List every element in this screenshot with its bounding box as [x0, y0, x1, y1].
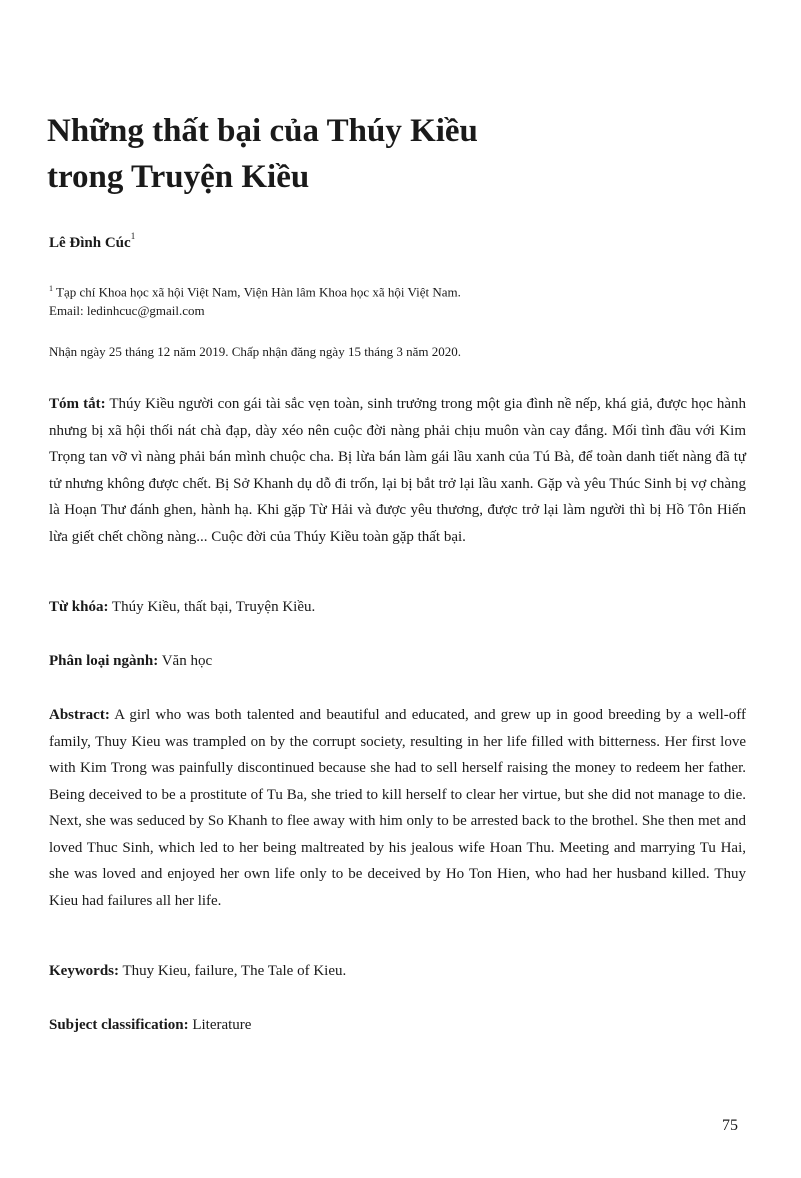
affiliation-marker: 1: [49, 284, 53, 293]
vietnamese-keywords: [49, 599, 315, 616]
author-name: Lê Đình Cúc: [49, 235, 131, 251]
page-number: 75: [722, 1117, 738, 1134]
summary-label: Tóm tắt:: [49, 396, 106, 412]
vn-subject-text: Văn học: [161, 653, 213, 669]
english-keywords: [49, 963, 346, 980]
vn-keywords-text: Thúy Kiều, thất bại, Truyện Kiều.: [111, 599, 316, 615]
title-line-1: Những thất bại của Thúy Kiều: [47, 113, 478, 149]
affiliation-block: [49, 279, 749, 320]
vietnamese-summary: [49, 391, 746, 550]
subject-text: Literature: [192, 1017, 252, 1033]
affiliation-text: Tạp chí Khoa học xã hội Việt Nam, Viện Hàn lâm Khoa học xã hội Việt Nam.: [56, 284, 461, 300]
author-affiliation-marker: 1: [130, 231, 136, 241]
title-line-2: trong Truyện Kiều: [47, 159, 310, 195]
vn-keywords-label: Từ khóa:: [49, 599, 109, 615]
keywords-text: Thuy Kieu, failure, The Tale of Kieu.: [122, 963, 347, 979]
author-line: [49, 233, 135, 252]
english-abstract: [49, 702, 746, 914]
subject-classification: [49, 1017, 251, 1034]
vn-subject-label: Phân loại ngành:: [49, 653, 159, 669]
abstract-label: Abstract:: [49, 707, 110, 723]
abstract-text: A girl who was both talented and beautiful and educated, and grew up in good breeding by a well-off family, Thuy Kieu was trampled on by the corrupt society, resulting in her life filled with bitterness. Her first love with Kim Trong was painfully discontinued because she had to sell herself raising the money to redeem her father. Being deceived to be a prostitute of Tu Ba, she tried to kill herself to clear her virtue, but she did not manage to die. Next, she was seduced by So Khanh to flee away with him only to be arrested back to the brothel. She then met and loved Thuc Sinh, which led to her being maltreated by his jealous wife Hoan Thu. Meeting and marrying Tu Hai, she was loved and enjoyed her own life only to be deceived by Ho Ton Hien, who had her husband killed. Thuy Kieu had failures all her life.: [49, 707, 746, 909]
keywords-label: Keywords:: [49, 963, 119, 979]
vietnamese-subject: [49, 653, 212, 670]
subject-label: Subject classification:: [49, 1017, 189, 1033]
received-dates: Nhận ngày 25 tháng 12 năm 2019. Chấp nhận đăng ngày 15 tháng 3 năm 2020.: [49, 344, 461, 359]
summary-text: Thúy Kiều người con gái tài sắc vẹn toàn, sinh trưởng trong một gia đình nề nếp, khá giả, được học hành nhưng bị xã hội thối nát chà đạp, dày xéo nên cuộc đời nàng phải chịu muôn vàn cay đắng. Mối tình đầu với Kim Trọng tan vỡ vì nàng phải bán mình chuộc cha. Bị lừa bán làm gái lầu xanh của Tú Bà, để toàn danh tiết nàng đã tự tử nhưng không được chết. Bị Sở Khanh dụ dỗ đi trốn, lại bị bắt trở lại lầu xanh. Gặp và yêu Thúc Sinh bị vợ chàng là Hoạn Thư đánh ghen, hành hạ. Khi gặp Từ Hải và được yêu thương, được trở lại làm người thì bị Hồ Tôn Hiến lừa giết chết chồng nàng... Cuộc đời của Thúy Kiều toàn gặp thất bại.: [49, 396, 746, 545]
article-title: [47, 108, 747, 200]
author-email: Email: ledinhcuc@gmail.com: [49, 303, 205, 319]
